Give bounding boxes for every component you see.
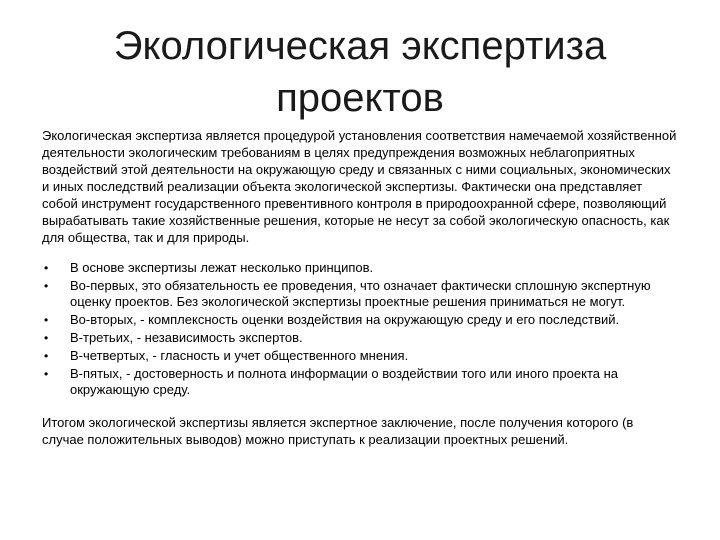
slide-title xyxy=(60,20,660,124)
conclusion-paragraph: Итогом экологической экспертизы является экспертное заключение, после получения которого (в случае положительных выводов) можно приступать к реализации проектных решений. xyxy=(42,415,634,447)
bullet-icon: • xyxy=(44,349,49,363)
list-item-text: В основе экспертизы лежат несколько принципов. xyxy=(70,260,374,275)
title-line-1: Экологическая экспертиза xyxy=(113,24,607,68)
list-item xyxy=(42,366,678,398)
slide-body xyxy=(42,127,678,448)
list-item xyxy=(42,278,678,310)
bullet-icon: • xyxy=(44,367,49,381)
title-line-2: проектов xyxy=(276,76,444,120)
list-item xyxy=(42,312,678,328)
list-item-text: Во-вторых, - комплексность оценки воздействия на окружающую среду и его последствий. xyxy=(70,312,620,327)
list-item-text: В-третьих, - независимость экспертов. xyxy=(70,330,303,345)
bullet-icon: • xyxy=(44,313,49,327)
list-item xyxy=(42,330,678,346)
list-item-text: В-четвертых, - гласность и учет общественного мнения. xyxy=(70,348,409,363)
list-item xyxy=(42,348,678,364)
list-item xyxy=(42,260,678,276)
principles-list xyxy=(42,260,678,398)
bullet-icon: • xyxy=(44,261,49,275)
list-item-text: Во-первых, это обязательность ее проведения, что означает фактически сплошную экспертную оценку проектов. Без экологической экспертизы проектные решения приниматься не могут. xyxy=(70,278,651,309)
intro-paragraph: Экологическая экспертиза является процедурой установления соответствия намечаемой хозяйственной деятельности экологическим требованиям в целях предупреждения возможных неблагоприятных воздействий этой деятельности на окружающую среду и связанных с ними социальных, экономических и иных последствий реализации объекта экологической экспертизы. Фактически она представляет собой инструмент государственного превентивного контроля в природоохранной сфере, позволяющий вырабатывать такие хозяйственные решения, которые не несут за собой экологическую опасность, как для общества, так и для природы. xyxy=(42,128,677,245)
bullet-icon: • xyxy=(44,279,49,293)
list-item-text: В-пятых, - достоверность и полнота информации о воздействии того или иного проекта на окружающую среду. xyxy=(70,366,619,397)
bullet-icon: • xyxy=(44,331,49,345)
